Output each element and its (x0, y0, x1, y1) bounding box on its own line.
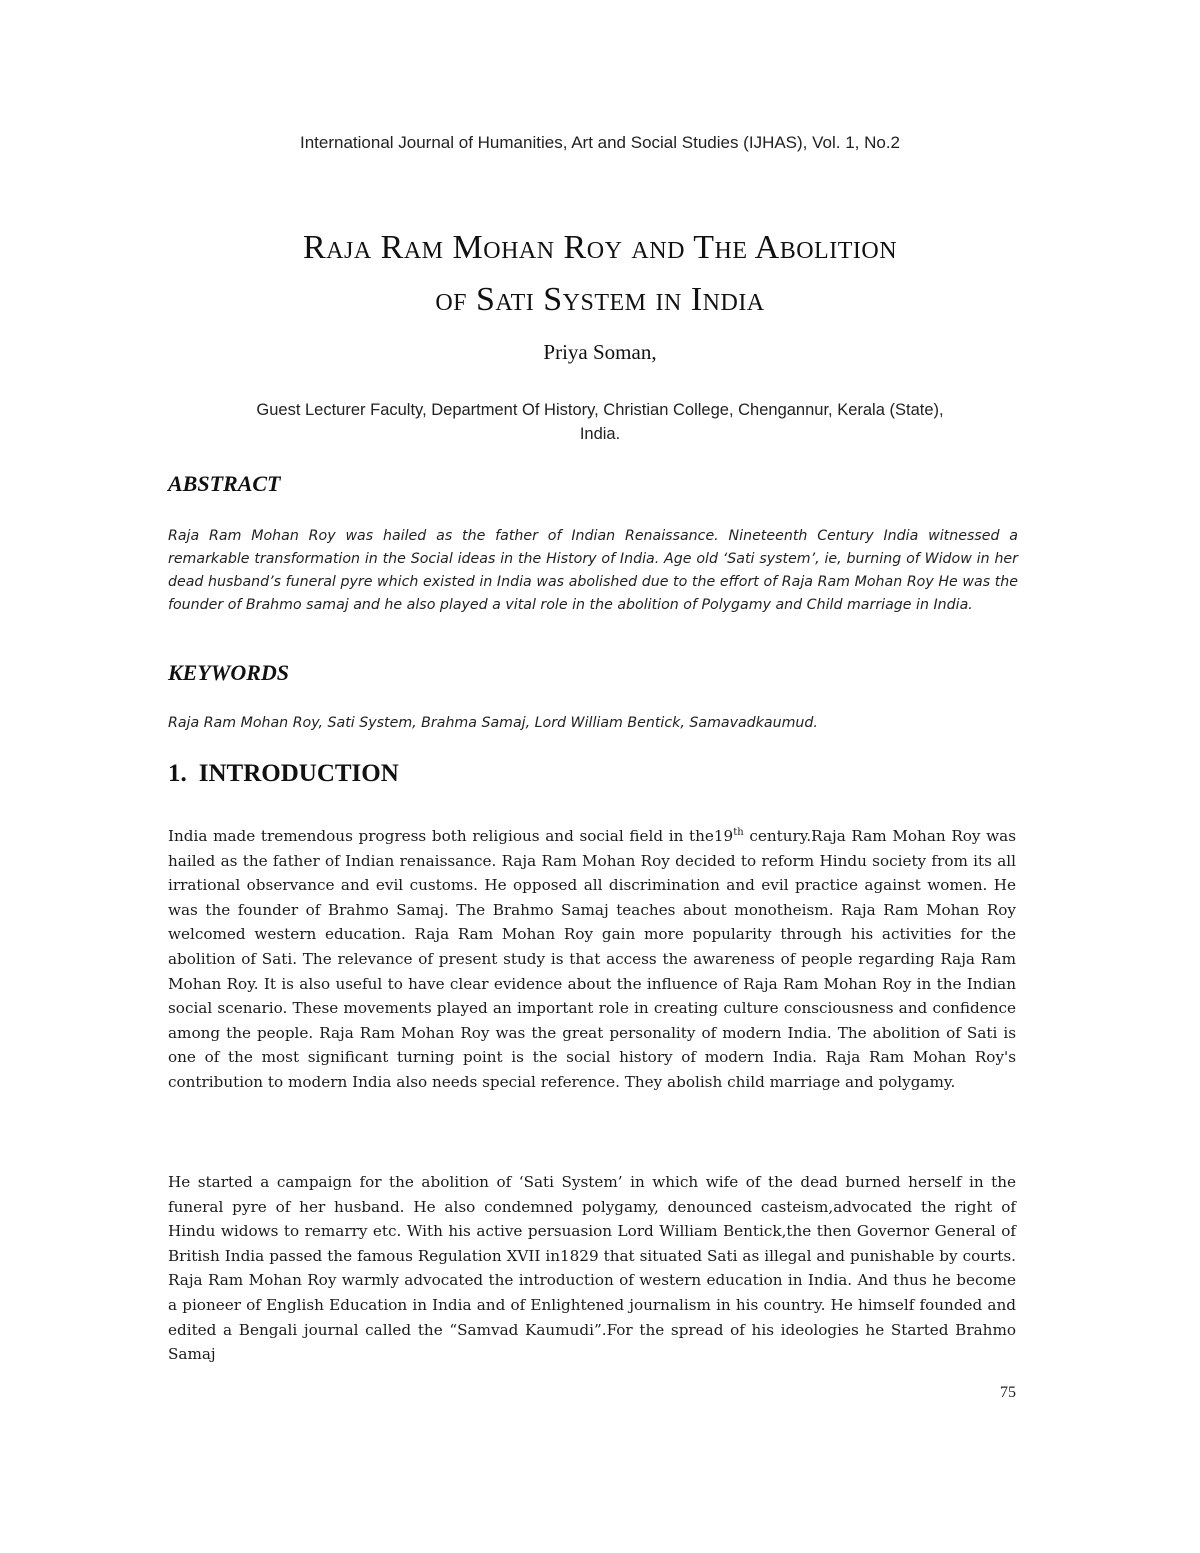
abstract-text: Raja Ram Mohan Roy was hailed as the father of Indian Renaissance. Nineteenth Century India witnessed a remarkable transformation in the Social ideas in the History of India. Age old ‘Sati system’, ie, burning of Widow in her dead husband’s funeral pyre which existed in India was abolished due to the effort of Raja Ram Mohan Roy He was the founder of Brahmo samaj and he also played a vital role in the abolition of Polygamy and Child marriage in India. (168, 528, 1018, 613)
abstract-heading: ABSTRACT (168, 471, 281, 496)
title-line-1: Raja Ram Mohan Roy and The Abolition (302, 229, 898, 266)
affiliation-line-1: Guest Lecturer Faculty, Department Of History, Christian College, Chengannur, Kerala (State), (256, 401, 944, 419)
introduction-heading (168, 760, 399, 788)
paper-title (100, 222, 1100, 326)
paragraph-1-start: India made tremendous progress both religious and social field in the19 (168, 827, 734, 845)
section-title: INTRODUCTION (198, 760, 399, 787)
affiliation-line-2: India. (579, 425, 621, 443)
introduction-paragraph-1 (168, 824, 1016, 1095)
running-head: International Journal of Humanities, Art and Social Studies (IJHAS), Vol. 1, No.2 (299, 133, 901, 152)
section-number: 1. (168, 760, 187, 787)
title-line-2: of Sati System in India (435, 281, 765, 318)
author-name: Priya Soman, (543, 340, 657, 364)
superscript-th: th (733, 826, 744, 838)
paragraph-1-rest: century.Raja Ram Mohan Roy was hailed as the father of Indian renaissance. Raja Ram Mohan Roy decided to reform Hindu society from its all irrational observance and evil customs. He opposed all discrimination and evil practice against women. He was the founder of Brahmo Samaj. The Brahmo Samaj teaches about monotheism. Raja Ram Mohan Roy welcomed western education. Raja Ram Mohan Roy gain more popularity through his activities for the abolition of Sati. The relevance of present study is that access the awareness of people regarding Raja Ram Mohan Roy. It is also useful to have clear evidence about the influence of Raja Ram Mohan Roy in the Indian social scenario. These movements played an important role in creating culture consciousness and confidence among the people. Raja Ram Mohan Roy was the great personality of modern India. The abolition of Sati is one of the most significant turning point is the social history of modern India. Raja Ram Mohan Roy's contribution to modern India also needs special reference. They abolish child marriage and polygamy. (168, 827, 1016, 1091)
page-number: 75 (1000, 1384, 1016, 1401)
keywords-heading: KEYWORDS (168, 660, 290, 685)
author-affiliation (160, 398, 1040, 446)
introduction-paragraph-2: He started a campaign for the abolition of ‘Sati System’ in which wife of the dead burned herself in the funeral pyre of her husband. He also condemned polygamy, denounced casteism,advocated the right of Hindu widows to remarry etc. With his active persuasion Lord William Bentick,the then Governor General of British India passed the famous Regulation XVII in1829 that situated Sati as illegal and punishable by courts. Raja Ram Mohan Roy warmly advocated the introduction of western education in India. And thus he become a pioneer of English Education in India and of Enlightened journalism in his country. He himself founded and edited a Bengali journal called the “Samvad Kaumudi”.For the spread of his ideologies he Started Brahmo Samaj (168, 1173, 1016, 1364)
keywords-text: Raja Ram Mohan Roy, Sati System, Brahma Samaj, Lord William Bentick, Samavadkaumud. (168, 715, 818, 731)
